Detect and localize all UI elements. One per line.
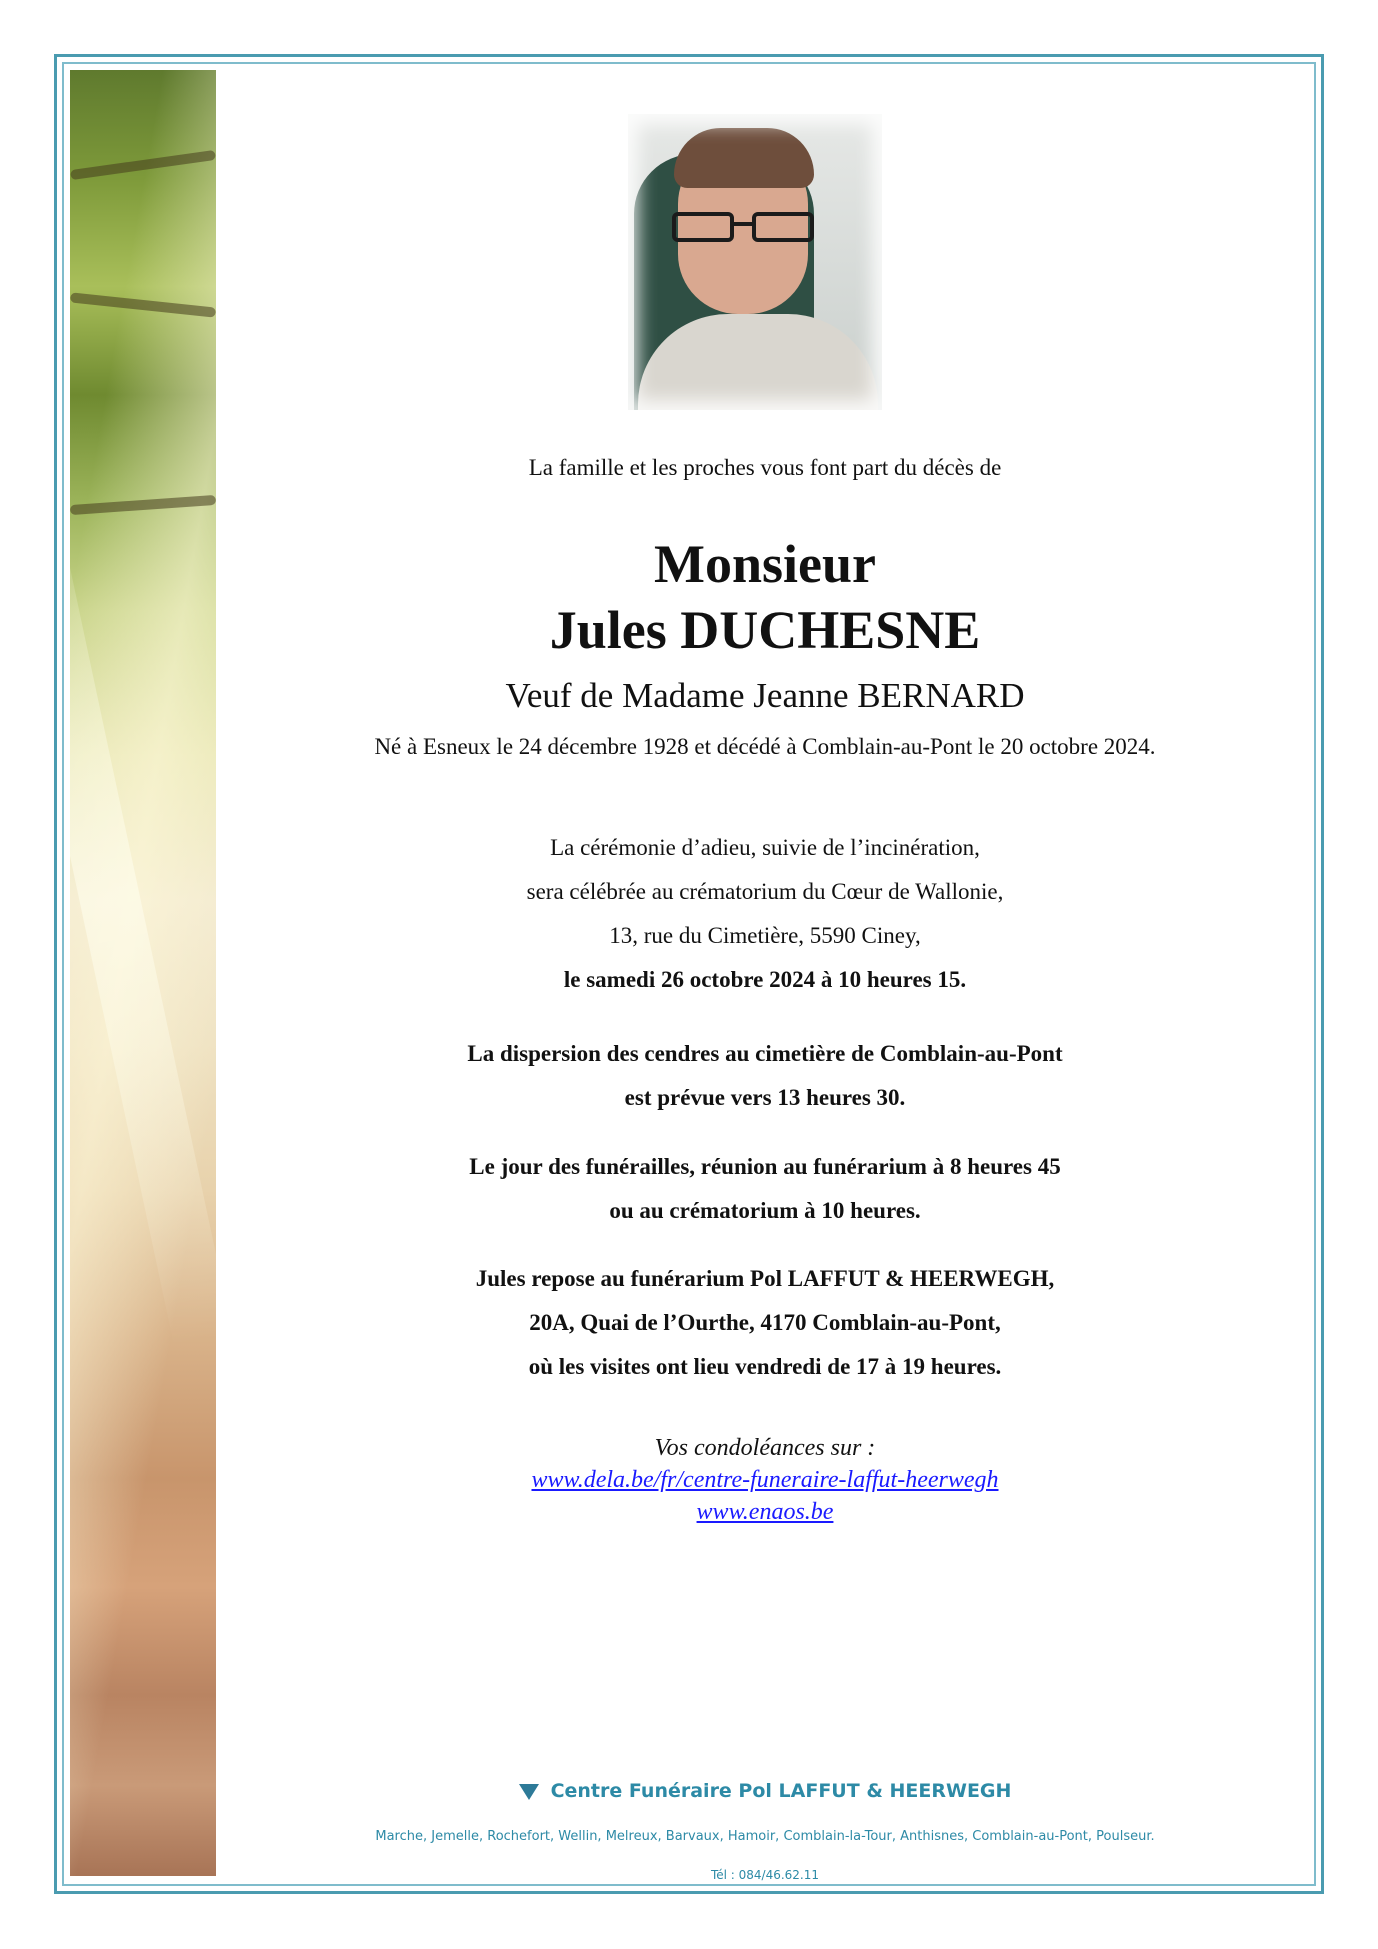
funeral-home-phone: Tél : 084/46.62.11 xyxy=(710,1868,820,1882)
meeting-section xyxy=(240,1145,1290,1233)
meeting-line: Le jour des funérailles, réunion au funérarium à 8 heures 45 xyxy=(469,1154,1061,1179)
forest-path-image xyxy=(70,70,216,1876)
visitation-line: 20A, Quai de l’Ourthe, 4170 Comblain-au-Pont, xyxy=(529,1310,1001,1335)
condolences-label: Vos condoléances sur : xyxy=(654,1435,876,1461)
visitation-line: où les visites ont lieu vendredi de 17 à 19 heures. xyxy=(528,1354,1002,1379)
deceased-name xyxy=(240,532,1290,664)
condolences-link-enaos[interactable]: www.enaos.be xyxy=(696,1499,834,1525)
ceremony-date: le samedi 26 octobre 2024 à 10 heures 15. xyxy=(563,967,967,992)
dispersion-line: est prévue vers 13 heures 30. xyxy=(624,1085,906,1110)
birth-death-dates: Né à Esneux le 24 décembre 1928 et décédé à Comblain-au-Pont le 20 octobre 2024. xyxy=(374,734,1156,759)
portrait-photo xyxy=(628,114,882,410)
visitation-line: Jules repose au funérarium Pol LAFFUT & HEERWEGH, xyxy=(475,1266,1055,1291)
condolences-section xyxy=(240,1432,1290,1528)
ceremony-line: La cérémonie d’adieu, suivie de l’incinération, xyxy=(550,835,980,860)
dispersion-line: La dispersion des cendres au cimetière de Comblain-au-Pont xyxy=(467,1041,1063,1066)
dispersion-section xyxy=(240,1032,1290,1120)
ceremony-line: 13, rue du Cimetière, 5590 Ciney, xyxy=(609,923,921,948)
intro-text: La famille et les proches vous font part du décès de xyxy=(528,455,1002,480)
funeral-home-locations: Marche, Jemelle, Rochefort, Wellin, Melreux, Barvaux, Hamoir, Comblain-la-Tour, Anthisnes, Comblain-au-Pont, Poulseur. xyxy=(375,1829,1155,1844)
condolences-link-dela[interactable]: www.dela.be/fr/centre-funeraire-laffut-heerwegh xyxy=(531,1467,999,1493)
full-name: Jules DUCHESNE xyxy=(549,599,981,660)
meeting-line: ou au crématorium à 10 heures. xyxy=(609,1198,921,1223)
triangle-down-icon xyxy=(519,1784,539,1800)
ceremony-section xyxy=(240,826,1290,1002)
funeral-home-label: Centre Funéraire Pol LAFFUT & HEERWEGH xyxy=(550,1780,1012,1802)
honorific: Monsieur xyxy=(654,534,876,594)
funeral-home-name xyxy=(240,1780,1290,1802)
widow-line: Veuf de Madame Jeanne BERNARD xyxy=(505,676,1025,715)
visitation-section xyxy=(240,1257,1290,1389)
ceremony-line: sera célébrée au crématorium du Cœur de Wallonie, xyxy=(526,879,1004,904)
